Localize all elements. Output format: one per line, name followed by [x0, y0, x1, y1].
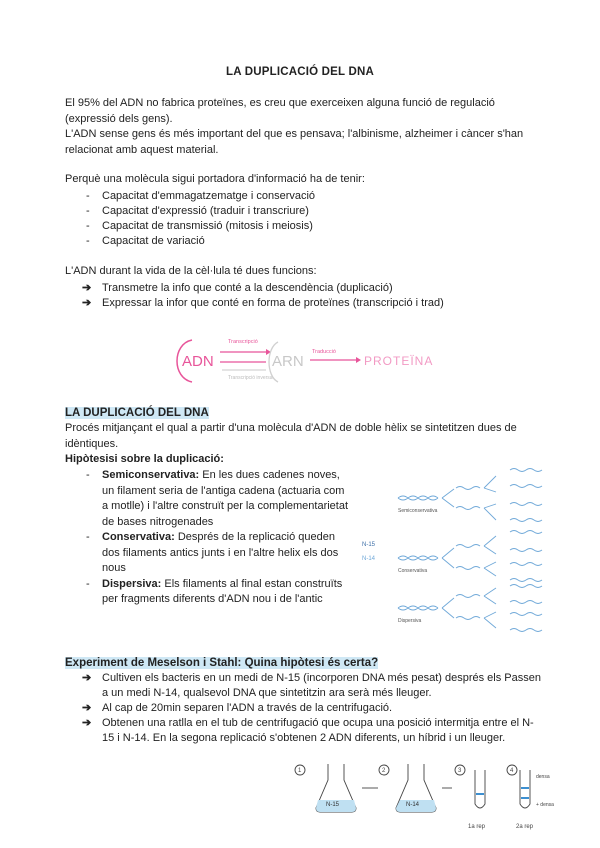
duplication-definition: Procés mitjançant el qual a partir d'una molècula d'ADN de doble hèlix se sintetitzen dues de idèntiques. — [65, 422, 517, 450]
list-item: ➔ Obtenen una ratlla en el tub de centrifugació que ocupa una posició intermitja entre el N-15 i N-14. En la segona replicació s'obtenen 2 ADN diferents, un híbrid i un lleuger. — [82, 717, 534, 744]
list-item: - Semiconservativa: En les dues cadenes noves, un filament seria de l'antiga cadena (actuaria com a motlle) i l'altre construït per la complementarietat de bases nitrogenades — [82, 468, 352, 530]
arrow-right-icon: ➔ — [82, 702, 92, 714]
densa-label: densa — [536, 774, 550, 780]
page-title: LA DUPLICACIÓ DEL DNA — [226, 66, 374, 78]
experiment-list — [82, 671, 542, 746]
list-item: ➔ Expressar la infor que conté en forma de proteïnes (transcripció i trad) — [82, 297, 444, 309]
arrow-right-icon: ➔ — [82, 282, 92, 294]
experiment-heading: Experiment de Meselson i Stahl: Quina hipòtesi és certa? — [65, 657, 379, 669]
second-replication-label: 2a rep — [516, 824, 534, 830]
traduccio-label: Traducció — [312, 349, 336, 355]
list-item: - Capacitat d'emmagatzematge i conservació — [82, 189, 315, 204]
svg-text:2: 2 — [382, 768, 386, 774]
arrow-right-icon: ➔ — [82, 297, 92, 309]
replication-models-diagram — [358, 462, 558, 640]
svg-text:4: 4 — [510, 768, 514, 774]
info-capacities-list — [82, 189, 315, 249]
n14-label: N-14 — [406, 802, 420, 808]
n15-label: N-15 — [362, 542, 376, 548]
list-item: - Capacitat d'expressió (traduir i transcriure) — [82, 204, 315, 219]
arrow-right-icon: ➔ — [82, 717, 92, 729]
transcripcio-inversa-label: Transcripció inversa — [228, 375, 273, 381]
arn-label: ARN — [272, 353, 304, 370]
centrifuge-tube-1 — [475, 770, 485, 808]
svg-text:3: 3 — [458, 768, 462, 774]
info-lead: Perquè una molècula sigui portadora d'informació ha de tenir: — [65, 173, 365, 185]
semiconservativa-label: Semiconservativa — [398, 508, 438, 514]
list-item: - Capacitat de transmissió (mitosis i meiosis) — [82, 219, 315, 234]
intro-paragraph-1: El 95% del ADN no fabrica proteïnes, es creu que exerceixen alguna funció de regulació (expressió dels gens). — [65, 97, 495, 125]
svg-text:1: 1 — [298, 768, 302, 774]
adn-label: ADN — [182, 353, 214, 370]
section-heading: LA DUPLICACIÓ DEL DNA — [65, 407, 209, 419]
list-item: ➔ Transmetre la info que conté a la descendència (duplicació) — [82, 282, 393, 294]
functions-lead: L'ADN durant la vida de la cèl·lula té dues funcions: — [65, 265, 317, 277]
central-dogma-diagram — [168, 330, 438, 392]
first-replication-label: 1a rep — [468, 824, 486, 830]
list-item: ➔ Cultiven els bacteris en un medi de N-15 (incorporen DNA més pesat) després els Passen a un medi N-14, qualsevol DNA que sintetitzin ara serà més lleuger. — [82, 672, 541, 699]
list-item: - Capacitat de variació — [82, 234, 315, 249]
functions-list — [82, 281, 542, 311]
mes-densa-label: + densa — [536, 802, 554, 808]
n15-label: N-15 — [326, 802, 340, 808]
list-item: ➔ Al cap de 20min separen l'ADN a través de la centrifugació. — [82, 702, 393, 714]
n14-label: N-14 — [362, 556, 376, 562]
hypotheses-list — [82, 468, 352, 608]
list-item: - Dispersiva: Els filaments al final estan construïts per fragments diferents d'ADN nou i de l'antic — [82, 577, 352, 608]
proteina-label: PROTEÏNA — [364, 354, 434, 368]
meselson-stahl-diagram — [290, 760, 590, 848]
arrow-right-icon: ➔ — [82, 672, 92, 684]
transcripcio-label: Transcripció — [228, 339, 258, 345]
intro-paragraph-2: L'ADN sense gens és més important del que es pensava; l'albinisme, alzheimer i càncer s'han relacionat amb aquest material. — [65, 128, 524, 156]
list-item: - Conservativa: Després de la replicació queden dos filaments antics junts i en l'altre helix els dos nous — [82, 530, 352, 577]
hypotheses-heading: Hipòtesisi sobre la duplicació: — [65, 453, 224, 465]
dispersiva-label: Dispersiva — [398, 618, 422, 624]
conservativa-label: Conservativa — [398, 568, 428, 574]
